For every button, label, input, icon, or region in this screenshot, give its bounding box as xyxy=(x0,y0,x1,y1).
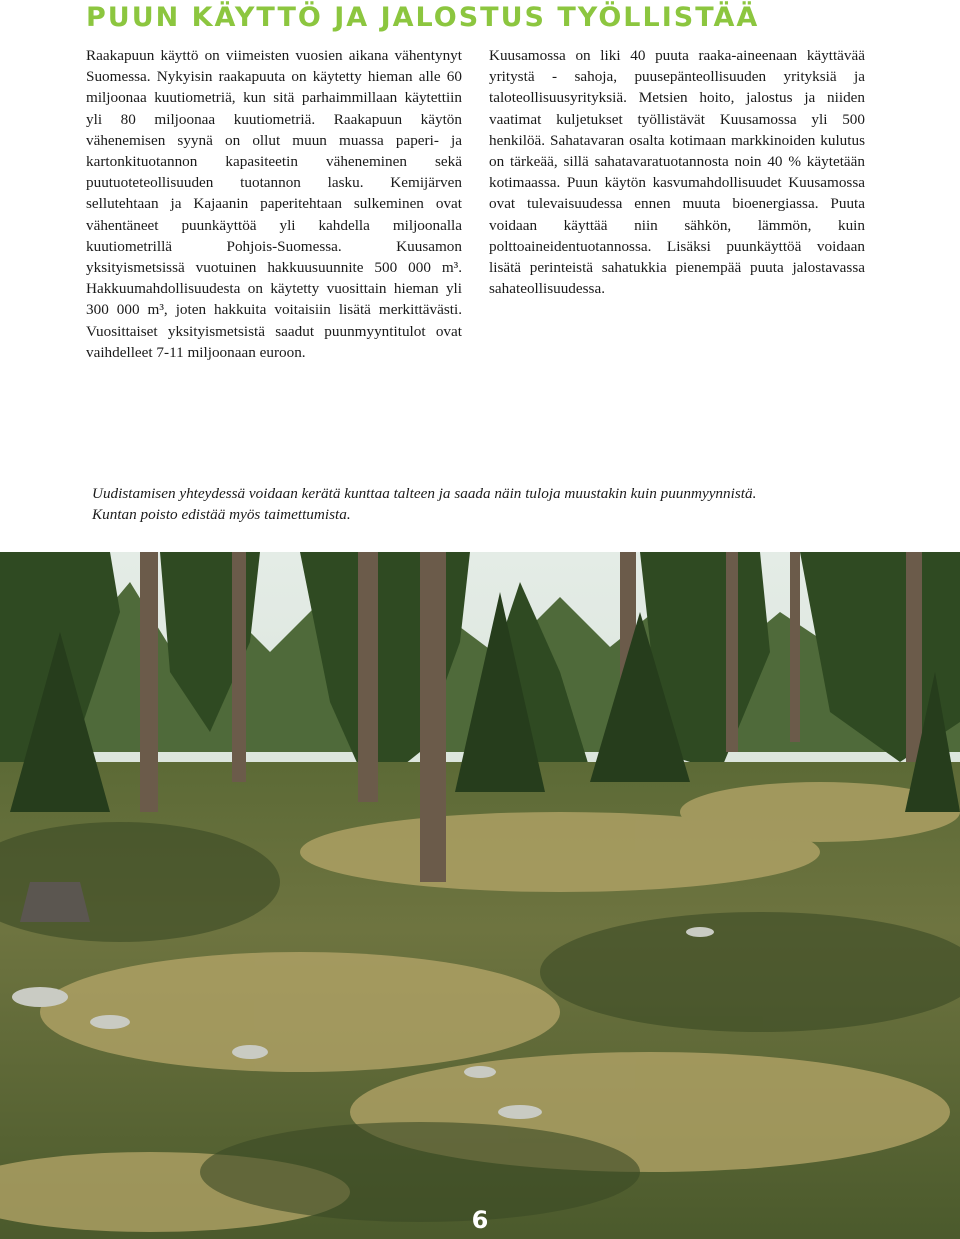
page-number: 6 xyxy=(471,1206,489,1234)
photo-caption: Uudistamisen yhteydessä voidaan kerätä kunttaa talteen ja saada näin tuloja muustakin kuin puunmyynnistä. Kuntan poisto edistää myös taimettumista. xyxy=(92,485,757,523)
stump xyxy=(20,882,90,922)
article-right-column: Kuusamossa on liki 40 puuta raaka-aineenaan käyttävää yritystä - sahoja, puusepänteollisuuden yrityksiä ja taloteollisuusyrityksiä. Metsien hoito, jalostus ja niiden vaatimat kuljetukset työllistävät Kuusamossa yli 500 henkilöä. Sahatavaran osalta kotimaan markkinoiden kulutus on tärkeää, sillä sahatavaratuotannosta noin 40 % käytetään kotimaassa. Puun käytön kasvumahdollisuudet Kuusamossa ovat tulevaisuudessa ennen muuta bioenergiassa. Puuta voidaan käyttää niin sähkön, lämmön, kuin polttoaineidentuotannossa. Lisäksi puunkäyttöä voidaan lisätä perinteistä sahatukkia pienempää puuta jalostavassa sahateollisuudessa. xyxy=(489,47,865,298)
forest-photo xyxy=(0,552,960,1239)
article-left-column: Raakapuun käyttö on viimeisten vuosien aikana vähentynyt Suomessa. Nykyisin raakapuuta on käytetty hieman alle 60 miljoonaa kuutiometriä, kun sitä parhaimmillaan käytettiin yli 80 miljoonaa kuutiometriä. Raakapuun käytön vähenemisen syynä on ollut muun muassa paperi- ja kartonkituotannon kapasiteetin väheneminen sekä puutuoteteollisuuden tuotannon lasku. Kemijärven sellutehtaan ja Kajaanin paperitehtaan sulkeminen ovat vähentäneet puunkäyttöä yli kahdella miljoonalla kuutiometrillä Pohjois-Suomessa. Kuusamon yksityismetsissä vuotuinen hakkuusuunnite 500 000 m³. Hakkuumahdollisuudesta on käytetty vuosittain hieman yli 300 000 m³, joten hakkuita voitaisiin lisätä merkittävästi. Vuosittaiset yksityismetsistä saadut puunmyyntitulot ovat vaihdelleet 7-11 miljoonaan euroon. xyxy=(86,47,462,361)
page-title: PUUN KÄYTTÖ JA JALOSTUS TYÖLLISTÄÄ xyxy=(86,2,760,33)
